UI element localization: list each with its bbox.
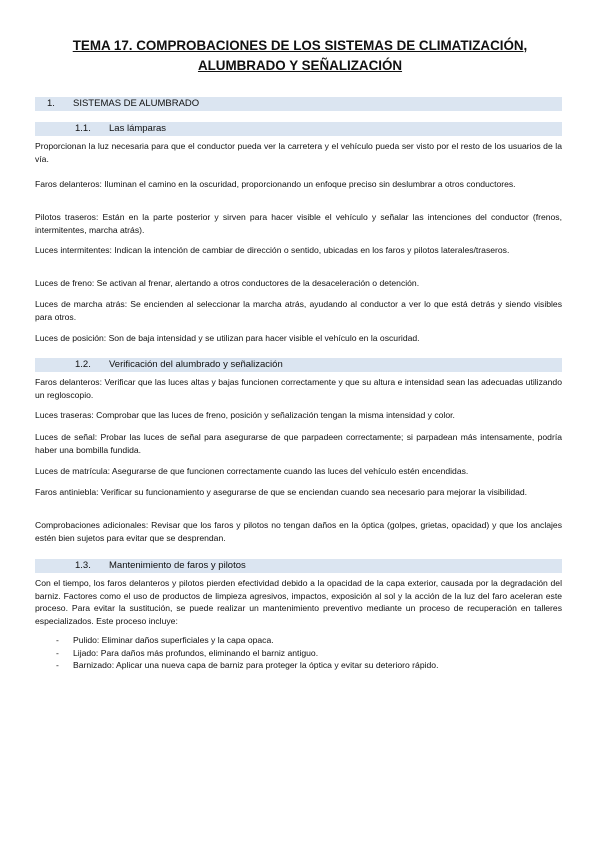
subsection-heading-1-1 (35, 122, 562, 136)
list-item (35, 659, 562, 672)
paragraph: Con el tiempo, los faros delanteros y pilotos pierden efectividad debido a la opacidad de la capa exterior, causada por la degradación del barniz. Factores como el uso de productos de limpieza agresivos, impactos, exposición al sol y la acción de la luz del faro aceleran este proceso. Para evitar la sustitución, se puede realizar un mantenimiento preventivo mediante un proceso de recuperación en talleres especializados. Este proceso incluye: (35, 578, 562, 626)
paragraph: Luces intermitentes: Indican la intención de cambiar de dirección o sentido, ubicadas en los faros y pilotos laterales/traseros. (35, 245, 510, 255)
list-item (35, 634, 562, 647)
subsection-title: Mantenimiento de faros y pilotos (109, 560, 246, 571)
subsection-title: Verificación del alumbrado y señalización (109, 359, 283, 370)
paragraph: Comprobaciones adicionales: Revisar que los faros y pilotos no tengan daños en la óptica (golpes, grietas, opacidad) y que los anclajes estén bien sujetos para evitar que se desprendan. (35, 520, 562, 543)
paragraph: Luces de posición: Son de baja intensidad y se utilizan para hacer visible el vehículo en la oscuridad. (35, 333, 420, 343)
paragraph: Proporcionan la luz necesaria para que el conductor pueda ver la carretera y el vehículo pueda ser visto por el resto de los usuarios de la vía. (35, 141, 562, 164)
paragraph: Faros delanteros: Iluminan el camino en la oscuridad, proporcionando un enfoque preciso sin deslumbrar a otros conductores. (35, 179, 516, 189)
section-number: 1. (47, 98, 55, 109)
paragraph: Faros antiniebla: Verificar su funcionamiento y asegurarse de que se enciendan cuando sea necesario para mejorar la visibilidad. (35, 487, 528, 497)
list-item-text: Barnizado: Aplicar una nueva capa de barniz para proteger la óptica y evitar su deterioro rápido. (73, 660, 439, 670)
list-dash: - (56, 660, 59, 670)
list-dash: - (56, 647, 59, 658)
subsection-number: 1.2. (75, 359, 91, 370)
list-item (35, 647, 562, 660)
paragraph: Luces de señal: Probar las luces de señal para asegurarse de que parpadeen correctamente; si parpadean más intensamente, podría haber una bombilla fundida. (35, 432, 562, 455)
paragraph: Luces de matrícula: Asegurarse de que funcionen correctamente cuando las luces del vehículo estén encendidas. (35, 466, 469, 476)
paragraph: Pilotos traseros: Están en la parte posterior y sirven para hacer visible el vehículo y señalar las intenciones del conductor (frenos, intermitentes, marcha atrás). (35, 212, 562, 235)
paragraph: Luces traseras: Comprobar que las luces de freno, posición y señalización tengan la misma intensidad y color. (35, 410, 455, 420)
subsection-number: 1.1. (75, 123, 91, 134)
paragraph: Luces de marcha atrás: Se encienden al seleccionar la marcha atrás, ayudando al conductor a ver lo que está detrás y siendo visibles para otros. (35, 299, 562, 322)
paragraph: Luces de freno: Se activan al frenar, alertando a otros conductores de la desaceleración o detención. (35, 278, 420, 288)
process-list (35, 634, 562, 672)
document-title: TEMA 17. COMPROBACIONES DE LOS SISTEMAS DE CLIMATIZACIÓN, ALUMBRADO Y SEÑALIZACIÓN (72, 38, 528, 73)
list-item-text: Pulido: Eliminar daños superficiales y la capa opaca. (73, 635, 274, 645)
section-title: SISTEMAS DE ALUMBRADO (73, 98, 200, 109)
subsection-heading-1-3 (35, 559, 562, 573)
list-dash: - (56, 635, 59, 645)
subsection-title: Las lámparas (109, 123, 167, 134)
subsection-heading-1-2 (35, 358, 562, 372)
subsection-number: 1.3. (75, 560, 91, 571)
paragraph: Faros delanteros: Verificar que las luces altas y bajas funcionen correctamente y que su altura e intensidad sean las adecuadas utilizando un regloscopio. (35, 377, 562, 400)
section-heading-1 (35, 97, 562, 111)
list-item-text: Lijado: Para daños más profundos, eliminando el barniz antiguo. (73, 647, 319, 658)
